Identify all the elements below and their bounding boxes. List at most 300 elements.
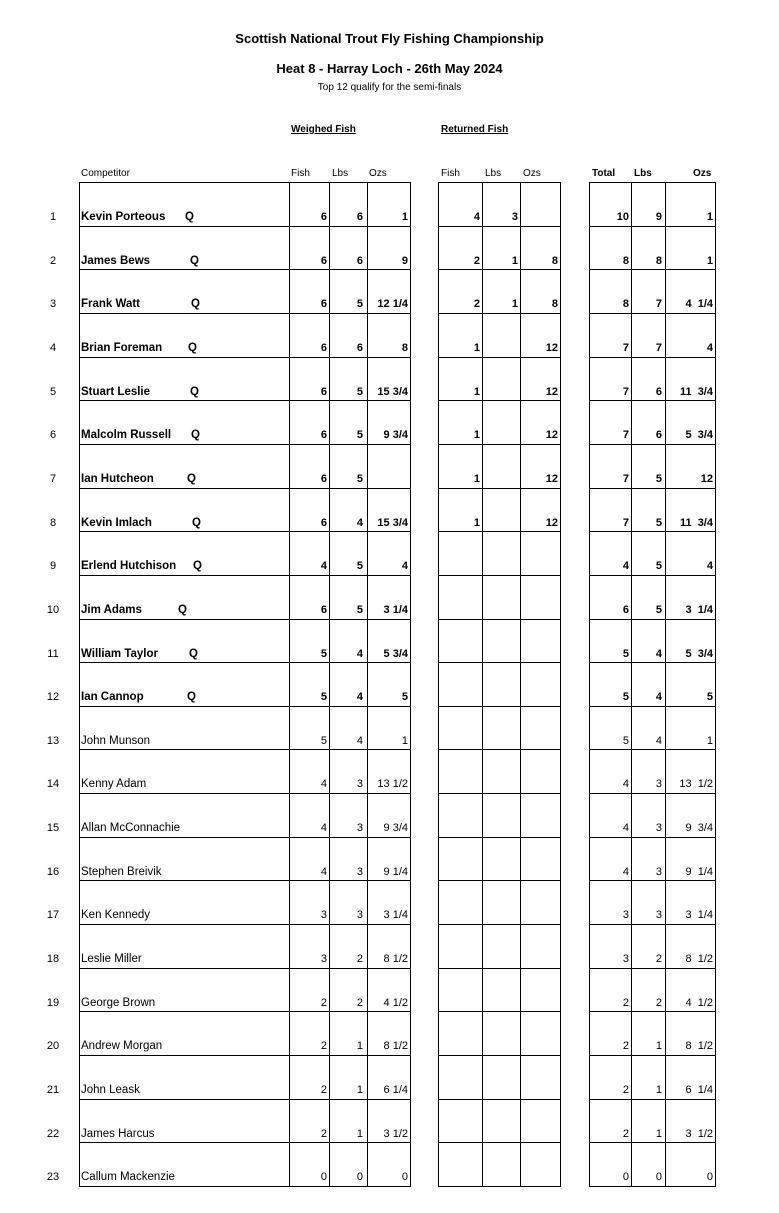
competitor-name: Brian Foreman	[81, 341, 163, 354]
row-number: 21	[46, 1084, 60, 1096]
total-fish-value: 10	[616, 211, 629, 223]
row-number: 9	[49, 560, 57, 573]
grid-line	[79, 488, 411, 489]
total-ozs-value: 3 1/4	[685, 603, 713, 616]
total-ozs-value: 8 1/2	[685, 953, 713, 966]
weighed-lbs-value: 6	[356, 341, 363, 354]
grid-line	[79, 1186, 411, 1187]
weighed-ozs-value: 3 1/4	[383, 909, 408, 922]
total-fish-value: 5	[622, 734, 629, 747]
total-lbs-header: Lbs	[634, 168, 652, 179]
total-lbs-value: 9	[655, 211, 662, 223]
grid-line	[79, 619, 411, 620]
grid-line	[79, 226, 411, 227]
grid-line	[438, 269, 561, 270]
row-number: 16	[46, 865, 60, 878]
total-lbs-value: 6	[655, 385, 662, 398]
total-fish-value: 5	[622, 691, 629, 704]
grid-line	[589, 706, 716, 707]
grid-line	[589, 1142, 716, 1143]
grid-line	[438, 793, 561, 794]
competitor-name: Kevin Porteous	[81, 211, 166, 223]
weighed-lbs-value: 6	[356, 211, 363, 223]
grid-line	[438, 1186, 561, 1187]
competitor-name: Kenny Adam	[81, 778, 147, 791]
row-number: 1	[49, 211, 57, 223]
weighed-ozs-value: 1	[401, 734, 408, 747]
page-title: Scottish National Trout Fly Fishing Championship	[235, 31, 544, 46]
weighed-fish-value: 6	[320, 472, 327, 485]
grid-line	[79, 924, 411, 925]
weighed-fish-value: 4	[320, 778, 327, 791]
returned-ozs-value: 12	[545, 472, 558, 485]
total-ozs-value: 13 1/2	[679, 778, 713, 791]
row-number: 11	[47, 647, 59, 660]
weighed-ozs-value: 13 1/2	[377, 778, 408, 791]
total-lbs-value: 3	[655, 778, 662, 791]
competitor-name: Ken Kennedy	[81, 909, 151, 922]
total-fish-value: 4	[622, 778, 629, 791]
grid-line	[438, 357, 561, 358]
grid-line	[438, 880, 561, 881]
weighed-fish-value: 0	[320, 1171, 327, 1184]
row-number: 23	[46, 1171, 60, 1184]
competitor-name: Andrew Morgan	[81, 1040, 163, 1053]
competitor-header: Competitor	[81, 168, 130, 179]
grid-line	[79, 662, 411, 663]
weighed-lbs-value: 5	[356, 385, 363, 398]
total-lbs-value: 1	[655, 1084, 662, 1096]
grid-line	[589, 1099, 716, 1100]
grid-line	[438, 1011, 561, 1012]
grid-line	[79, 444, 411, 445]
grid-line	[438, 313, 561, 314]
weighed-fish-value: 5	[320, 734, 327, 747]
total-ozs-value: 3 1/2	[685, 1127, 713, 1140]
weighed-ozs-value: 9 3/4	[383, 822, 408, 835]
grid-line	[589, 924, 716, 925]
total-lbs-value: 4	[655, 734, 662, 747]
grid-line	[560, 182, 561, 1186]
qualified-badge: Q	[188, 341, 197, 354]
row-number: 8	[49, 516, 57, 529]
weighed-ozs-value: 9	[401, 254, 408, 267]
grid-line	[438, 749, 561, 750]
total-ozs-value: 5 3/4	[685, 429, 713, 442]
grid-line	[438, 619, 561, 620]
weighed-fish-header: Fish	[291, 168, 310, 179]
grid-line	[438, 575, 561, 576]
weighed-fish-value: 2	[320, 996, 327, 1009]
total-fish-value: 2	[622, 1084, 629, 1096]
weighed-ozs-value: 15 3/4	[377, 385, 408, 398]
weighed-lbs-header: Lbs	[332, 168, 349, 179]
weighed-ozs-value: 12 1/4	[377, 298, 408, 311]
row-number: 15	[46, 822, 60, 835]
returned-fish-value: 1	[473, 341, 480, 354]
weighed-fish-value: 3	[320, 953, 327, 966]
total-lbs-value: 3	[655, 822, 662, 835]
total-lbs-value: 1	[655, 1127, 662, 1140]
weighed-lbs-value: 5	[356, 429, 363, 442]
weighed-fish-value: 4	[320, 865, 327, 878]
grid-line	[79, 182, 411, 183]
weighed-ozs-value: 0	[401, 1171, 408, 1184]
weighed-fish-value: 6	[320, 603, 327, 616]
row-number: 4	[49, 341, 57, 354]
returned-ozs-header: Ozs	[523, 168, 541, 179]
total-fish-value: 3	[622, 909, 629, 922]
weighed-lbs-value: 6	[356, 254, 363, 267]
total-ozs-value: 11 3/4	[679, 385, 713, 398]
grid-line	[367, 182, 368, 1186]
row-number: 12	[46, 691, 60, 704]
grid-line	[589, 619, 716, 620]
weighed-lbs-value: 3	[356, 865, 363, 878]
weighed-lbs-value: 3	[356, 778, 363, 791]
returned-fish-value: 1	[473, 385, 480, 398]
weighed-lbs-value: 4	[356, 734, 363, 747]
weighed-lbs-value: 5	[356, 472, 363, 485]
grid-line	[589, 1186, 716, 1187]
weighed-fish-value: 4	[320, 822, 327, 835]
weighed-lbs-value: 1	[356, 1084, 363, 1096]
weighed-ozs-value: 4	[401, 560, 408, 573]
weighed-fish-value: 6	[320, 298, 327, 311]
competitor-name: Kevin Imlach	[81, 516, 152, 529]
weighed-fish-value: 6	[320, 516, 327, 529]
grid-line	[79, 531, 411, 532]
returned-fish-header: Fish	[441, 168, 460, 179]
grid-line	[79, 749, 411, 750]
total-ozs-value: 4 1/4	[685, 298, 713, 311]
weighed-fish-value: 2	[320, 1127, 327, 1140]
total-fish-value: 3	[622, 953, 629, 966]
competitor-name: Malcolm Russell	[81, 429, 172, 442]
grid-line	[438, 226, 561, 227]
total-ozs-header: Ozs	[693, 168, 712, 179]
weighed-lbs-value: 3	[356, 822, 363, 835]
weighed-lbs-value: 0	[356, 1171, 363, 1184]
total-lbs-value: 3	[655, 909, 662, 922]
total-lbs-value: 5	[655, 560, 662, 573]
grid-line	[589, 662, 716, 663]
total-lbs-value: 4	[655, 691, 662, 704]
total-ozs-value: 4	[706, 341, 713, 354]
qualified-badge: Q	[190, 385, 199, 398]
grid-line	[79, 400, 411, 401]
total-fish-value: 6	[622, 603, 629, 616]
returned-ozs-value: 12	[545, 516, 558, 529]
total-lbs-value: 7	[655, 341, 662, 354]
row-number: 10	[46, 603, 60, 616]
total-lbs-value: 4	[655, 647, 662, 660]
total-lbs-value: 5	[655, 516, 662, 529]
grid-line	[589, 793, 716, 794]
row-number: 7	[49, 472, 57, 485]
returned-fish-value: 4	[473, 211, 480, 223]
total-fish-value: 7	[622, 516, 629, 529]
total-fish-value: 7	[622, 472, 629, 485]
weighed-lbs-value: 4	[356, 691, 363, 704]
grid-line	[438, 706, 561, 707]
total-lbs-value: 1	[655, 1040, 662, 1053]
grid-line	[589, 313, 716, 314]
competitor-name: Callum Mackenzie	[81, 1171, 175, 1184]
returned-fish-value: 1	[473, 516, 480, 529]
weighed-lbs-value: 3	[356, 909, 363, 922]
row-number: 20	[46, 1040, 60, 1053]
returned-fish-value: 1	[473, 429, 480, 442]
competitor-name: William Taylor	[81, 647, 159, 660]
total-fish-value: 2	[622, 996, 629, 1009]
total-ozs-value: 11 3/4	[679, 516, 713, 529]
grid-line	[438, 968, 561, 969]
weighed-fish-value: 3	[320, 909, 327, 922]
total-fish-value: 5	[622, 647, 629, 660]
weighed-ozs-value: 3 1/4	[383, 603, 408, 616]
grid-line	[589, 400, 716, 401]
grid-line	[289, 182, 290, 1186]
total-lbs-value: 2	[655, 953, 662, 966]
grid-line	[79, 313, 411, 314]
grid-line	[438, 444, 561, 445]
competitor-name: Ian Hutcheon	[81, 472, 154, 485]
returned-fish-value: 1	[473, 472, 480, 485]
weighed-lbs-value: 2	[356, 953, 363, 966]
total-ozs-value: 5 3/4	[685, 647, 713, 660]
weighed-ozs-value: 3 1/2	[383, 1127, 408, 1140]
total-fish-value: 7	[622, 385, 629, 398]
returned-fish-heading: Returned Fish	[441, 124, 509, 135]
returned-ozs-value: 8	[551, 298, 558, 311]
competitor-name: James Bews	[81, 254, 151, 267]
returned-lbs-value: 1	[511, 254, 518, 267]
grid-line	[438, 1055, 561, 1056]
qualified-badge: Q	[187, 691, 196, 704]
row-number: 2	[49, 254, 57, 267]
weighed-lbs-value: 4	[356, 516, 363, 529]
total-lbs-value: 0	[655, 1171, 662, 1184]
total-ozs-value: 9 1/4	[685, 865, 713, 878]
grid-line	[79, 182, 80, 1186]
returned-fish-value: 2	[473, 254, 480, 267]
returned-ozs-value: 12	[545, 429, 558, 442]
weighed-ozs-value: 15 3/4	[377, 516, 408, 529]
competitor-name: Frank Watt	[81, 298, 140, 311]
grid-line	[589, 880, 716, 881]
grid-line	[79, 837, 411, 838]
grid-line	[665, 182, 666, 1186]
competitor-name: James Harcus	[81, 1127, 155, 1140]
qualified-badge: Q	[192, 516, 201, 529]
total-fish-value: 2	[622, 1040, 629, 1053]
weighed-lbs-value: 5	[356, 560, 363, 573]
competitor-name: John Leask	[81, 1084, 140, 1096]
returned-lbs-value: 3	[511, 211, 518, 223]
weighed-lbs-value: 5	[356, 298, 363, 311]
total-ozs-value: 8 1/2	[685, 1040, 713, 1053]
competitor-name: Allan McConnachie	[81, 822, 181, 835]
qualify-note: Top 12 qualify for the semi-finals	[317, 82, 462, 93]
total-ozs-value: 12	[700, 472, 713, 485]
total-ozs-value: 1	[706, 734, 713, 747]
grid-line	[79, 1142, 411, 1143]
total-ozs-value: 9 3/4	[685, 822, 713, 835]
qualified-badge: Q	[189, 647, 198, 660]
total-ozs-value: 1	[706, 211, 713, 223]
grid-line	[438, 488, 561, 489]
total-lbs-value: 7	[655, 298, 662, 311]
grid-line	[79, 793, 411, 794]
grid-line	[589, 226, 716, 227]
grid-line	[79, 1011, 411, 1012]
weighed-fish-value: 5	[320, 691, 327, 704]
weighed-ozs-value: 5	[401, 691, 408, 704]
grid-line	[520, 182, 521, 1186]
total-lbs-value: 3	[655, 865, 662, 878]
grid-line	[438, 662, 561, 663]
returned-ozs-value: 12	[545, 385, 558, 398]
weighed-lbs-value: 5	[356, 603, 363, 616]
weighed-ozs-value: 9 3/4	[383, 429, 408, 442]
grid-line	[79, 575, 411, 576]
grid-line	[631, 182, 632, 1186]
weighed-fish-value: 6	[320, 385, 327, 398]
weighed-fish-value: 6	[320, 341, 327, 354]
grid-line	[482, 182, 483, 1186]
weighed-ozs-value: 8 1/2	[383, 953, 408, 966]
total-header: Total	[592, 168, 616, 179]
weighed-fish-value: 6	[320, 211, 327, 223]
qualified-badge: Q	[191, 298, 200, 311]
row-number: 6	[49, 429, 57, 442]
grid-line	[79, 1099, 411, 1100]
total-lbs-value: 2	[655, 996, 662, 1009]
total-fish-value: 4	[622, 560, 629, 573]
weighed-ozs-value: 8	[401, 341, 408, 354]
weighed-fish-value: 6	[320, 429, 327, 442]
grid-line	[438, 837, 561, 838]
grid-line	[79, 706, 411, 707]
weighed-ozs-value: 9 1/4	[383, 865, 408, 878]
competitor-name: Stuart Leslie	[81, 385, 151, 398]
qualified-badge: Q	[187, 472, 196, 485]
grid-line	[589, 182, 590, 1186]
grid-line	[79, 880, 411, 881]
grid-line	[589, 182, 716, 183]
row-number: 22	[46, 1127, 60, 1140]
competitor-name: George Brown	[81, 996, 156, 1009]
total-lbs-value: 8	[655, 254, 662, 267]
weighed-lbs-value: 1	[356, 1040, 363, 1053]
total-ozs-value: 6 1/4	[685, 1084, 713, 1096]
grid-line	[79, 1055, 411, 1056]
weighed-fish-value: 2	[320, 1084, 327, 1096]
row-number: 3	[49, 298, 57, 311]
total-fish-value: 8	[622, 254, 629, 267]
grid-line	[79, 357, 411, 358]
total-ozs-value: 4 1/2	[685, 996, 713, 1009]
grid-line	[79, 968, 411, 969]
row-number: 19	[46, 996, 60, 1009]
grid-line	[589, 488, 716, 489]
weighed-lbs-value: 2	[356, 996, 363, 1009]
weighed-fish-heading: Weighed Fish	[291, 124, 356, 135]
grid-line	[589, 1055, 716, 1056]
grid-line	[589, 269, 716, 270]
grid-line	[589, 531, 716, 532]
returned-fish-value: 2	[473, 298, 480, 311]
grid-line	[79, 269, 411, 270]
weighed-ozs-value: 1	[401, 211, 408, 223]
grid-line	[715, 182, 716, 1186]
total-fish-value: 7	[622, 341, 629, 354]
row-number: 14	[46, 778, 60, 791]
total-ozs-value: 1	[706, 254, 713, 267]
returned-lbs-value: 1	[511, 298, 518, 311]
weighed-ozs-value: 4 1/2	[383, 996, 408, 1009]
total-ozs-value: 5	[706, 691, 713, 704]
competitor-name: Erlend Hutchison	[81, 560, 177, 573]
weighed-lbs-value: 1	[356, 1127, 363, 1140]
grid-line	[589, 444, 716, 445]
row-number: 13	[46, 734, 60, 747]
returned-lbs-header: Lbs	[485, 168, 502, 179]
row-number: 5	[49, 385, 57, 398]
weighed-ozs-header: Ozs	[369, 168, 387, 179]
weighed-fish-value: 4	[320, 560, 327, 573]
row-number: 17	[46, 909, 60, 922]
total-lbs-value: 6	[655, 429, 662, 442]
grid-line	[589, 575, 716, 576]
grid-line	[438, 531, 561, 532]
competitor-name: John Munson	[81, 734, 151, 747]
grid-line	[589, 357, 716, 358]
grid-line	[438, 182, 561, 183]
total-fish-value: 7	[622, 429, 629, 442]
grid-line	[589, 1011, 716, 1012]
total-fish-value: 2	[622, 1127, 629, 1140]
weighed-fish-value: 6	[320, 254, 327, 267]
total-lbs-value: 5	[655, 472, 662, 485]
weighed-fish-value: 2	[320, 1040, 327, 1053]
grid-line	[438, 400, 561, 401]
returned-ozs-value: 12	[545, 341, 558, 354]
competitor-name: Leslie Miller	[81, 953, 142, 966]
total-ozs-value: 0	[706, 1171, 713, 1184]
grid-line	[589, 968, 716, 969]
qualified-badge: Q	[191, 429, 200, 442]
total-fish-value: 4	[622, 865, 629, 878]
total-ozs-value: 4	[706, 560, 713, 573]
total-ozs-value: 3 1/4	[685, 909, 713, 922]
heat-subtitle: Heat 8 - Harray Loch - 26th May 2024	[276, 61, 503, 76]
returned-ozs-value: 8	[551, 254, 558, 267]
grid-line	[438, 182, 439, 1186]
weighed-lbs-value: 4	[356, 647, 363, 660]
weighed-ozs-value: 6 1/4	[383, 1084, 408, 1096]
weighed-ozs-value: 8 1/2	[383, 1040, 408, 1053]
qualified-badge: Q	[193, 560, 202, 573]
grid-line	[438, 1142, 561, 1143]
grid-line	[438, 1099, 561, 1100]
weighed-fish-value: 5	[320, 647, 327, 660]
grid-line	[589, 837, 716, 838]
grid-line	[410, 182, 411, 1186]
qualified-badge: Q	[178, 603, 187, 616]
competitor-name: Jim Adams	[81, 603, 142, 616]
